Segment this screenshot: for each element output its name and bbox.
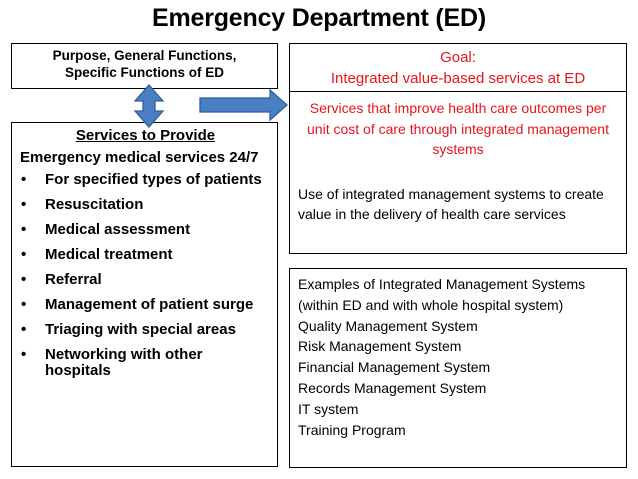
example-item: Records Management System: [298, 379, 487, 396]
example-item: Risk Management System: [298, 338, 462, 355]
arrow-right-icon: [200, 90, 287, 120]
bullet-icon: •: [21, 171, 27, 188]
goal-detail-text: Use of integrated management systems to create value in the delivery of health care services: [298, 185, 604, 222]
examples-intro: Examples of Integrated Management Systems (within ED and with whole hospital system): [298, 276, 586, 313]
service-item-text: Triaging with special areas: [45, 321, 236, 338]
bullet-icon: •: [21, 221, 27, 238]
service-item-text: Medical treatment: [45, 246, 173, 263]
bullet-icon: •: [21, 196, 27, 213]
example-item: Financial Management System: [298, 359, 491, 376]
service-item-text: Management of patient surge: [45, 296, 254, 313]
purpose-text-line1: Purpose, General Functions,: [52, 48, 237, 63]
bullet-icon: •: [21, 296, 27, 313]
example-item: Quality Management System: [298, 317, 478, 334]
service-item-text: Referral: [45, 271, 102, 288]
bullet-icon: •: [21, 346, 27, 363]
services-heading: Services to Provide: [75, 127, 216, 144]
goal-label: Goal:: [440, 49, 476, 66]
goal-detail-red-text: Services that improve health care outcomes per unit cost of care through integrated management systems: [307, 100, 609, 157]
example-item: IT system: [298, 400, 359, 417]
service-item-text: For specified types of patients: [45, 171, 262, 188]
purpose-text-line2: Specific Functions of ED: [64, 65, 224, 80]
double-arrow-vertical-icon: [135, 85, 163, 127]
page-title: Emergency Department (ED): [152, 4, 486, 32]
bullet-icon: •: [21, 271, 27, 288]
service-item-text: Networking with other hospitals: [45, 346, 203, 379]
service-item-text: Medical assessment: [45, 221, 191, 238]
bullet-icon: •: [21, 321, 27, 338]
bullet-icon: •: [21, 246, 27, 263]
goal-text: Integrated value-based services at ED: [330, 70, 586, 87]
example-item: Training Program: [298, 421, 406, 438]
service-item-text: Resuscitation: [45, 196, 144, 213]
services-intro: Emergency medical services 24/7: [20, 149, 259, 166]
